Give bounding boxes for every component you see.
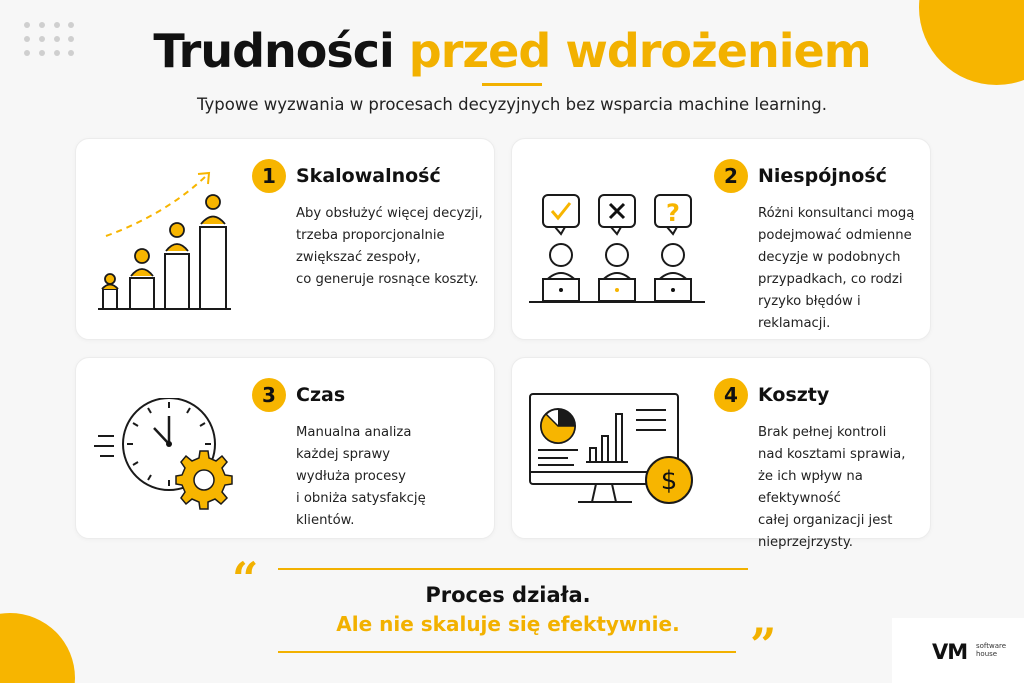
quote-line-2: Ale nie skaluje się efektywnie.: [336, 612, 680, 636]
card-description: Różni konsultanci mogą podejmować odmienne decyzje w podobnych przypadkach, co rodzi ryzyko błędów i reklamacji.: [758, 206, 915, 331]
card-number-badge: 3: [252, 378, 286, 412]
inconsistent-consultants-icon: [527, 189, 707, 309]
card-number-badge: 1: [252, 159, 286, 193]
card-title: Czas: [296, 384, 346, 406]
card-title: Skalowalność: [296, 165, 441, 187]
clock-gear-icon: [94, 398, 244, 518]
logo-mark: VM: [932, 640, 968, 664]
card-description: Brak pełnej kontroli nad kosztami sprawia, że ich wpływ na efektywność całej organizacji jest nieprzejrzysty.: [758, 425, 906, 550]
quote-open-icon: “: [232, 552, 259, 606]
card-description: Aby obsłużyć więcej decyzji, trzeba proporcjonalnie zwiększać zespoły, co generuje rosnące koszty.: [296, 206, 483, 287]
logo-text: software house: [976, 642, 1007, 658]
svg-text:$: $: [660, 466, 678, 496]
card-inconsistency: [511, 138, 931, 340]
title-part-1: Trudności: [153, 24, 394, 78]
monitor-dollar-icon: [528, 392, 703, 517]
page-title: [0, 24, 1024, 78]
quote-divider-bottom: [278, 651, 736, 653]
growing-team-icon: [96, 164, 246, 314]
card-title: Niespójność: [758, 165, 887, 187]
card-scalability: [75, 138, 495, 340]
quote-divider-top: [278, 568, 748, 570]
svg-text:?: ?: [666, 199, 680, 227]
quote-line-1: Proces działa.: [425, 583, 591, 607]
card-time: [75, 357, 495, 539]
company-logo: [892, 618, 1024, 683]
card-costs: [511, 357, 931, 550]
card-description: Manualna analiza każdej sprawy wydłuża procesy i obniża satysfakcję klientów.: [296, 425, 426, 528]
subtitle: Typowe wyzwania w procesach decyzyjnych bez wsparcia machine learning.: [197, 95, 827, 114]
title-underline: [482, 83, 542, 86]
card-title: Koszty: [758, 384, 830, 406]
card-number-badge: 4: [714, 378, 748, 412]
title-part-2: przed wdrożeniem: [408, 24, 871, 78]
quote-close-icon: ”: [750, 618, 777, 672]
card-number-badge: 2: [714, 159, 748, 193]
